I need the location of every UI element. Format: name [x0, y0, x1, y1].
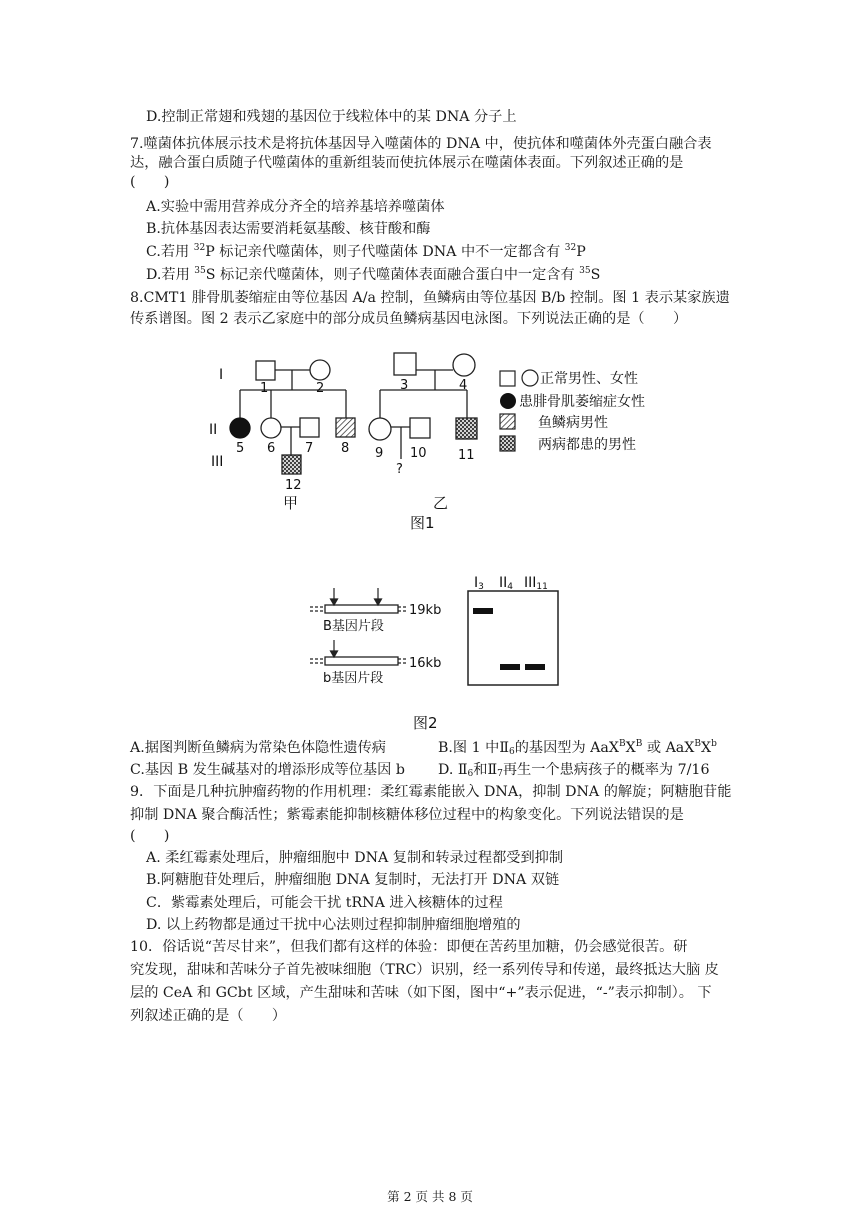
pedigree-individual-II8	[336, 418, 355, 437]
pedigree-individual-I2	[310, 360, 330, 380]
page-footer: 第 2 页 共 8 页	[387, 1189, 473, 1204]
gel-band-I3-19kb	[473, 608, 493, 614]
q7-answer-paren: ( )	[130, 174, 170, 190]
pedigree-individual-II10	[410, 418, 430, 438]
pedigree-unknown-child: ?	[396, 462, 403, 477]
b-fragment-label: B基因片段	[323, 619, 384, 634]
pedigree-number-12: 12	[285, 478, 302, 493]
q9-option-c: C．紫霉素处理后，可能会干扰 tRNA 进入核糖体的过程	[146, 895, 503, 911]
q7-option-c: C.若用 $^{32}$P 标记亲代噬菌体，则子代噬菌体 DNA 中不一定都含有 $^{32}$P	[146, 243, 586, 260]
q6-option-d: D.控制正常翅和残翅的基因位于线粒体中的某 DNA 分子上	[146, 109, 517, 125]
pedigree-number-7: 7	[305, 441, 314, 456]
lane-label-I3: I3	[474, 575, 484, 592]
lowercase-b-fragment-size: 16kb	[409, 656, 442, 671]
generation-I-label: I	[219, 367, 224, 383]
pedigree-individual-I4	[453, 354, 475, 376]
figure-2-electrophoresis	[305, 570, 565, 735]
q9-stem-line1: 9．下面是几种抗肿瘤药物的作用机理：柔红霉素能嵌入 DNA，抑制 DNA 的解旋；阿糖胞苷能	[130, 784, 732, 800]
pedigree-individual-I3	[394, 353, 416, 375]
legend-ichthyosis-label: 鱼鳞病男性	[538, 415, 608, 431]
legend-normal-label: 正常男性、女性	[540, 371, 638, 387]
lane-label-II4: II4	[499, 575, 513, 592]
q10-stem-line2: 究发现，甜味和苦味分子首先被味细胞（TRC）识别，经一系列传导和传递，最终抵达大脑 皮	[130, 962, 719, 978]
q10-stem-line1: 10．俗话说“苦尽甘来”，但我们都有这样的体验：即便在苦药里加糖，仍会感觉很苦。研	[130, 939, 688, 955]
gel-band-II4-16kb	[500, 664, 520, 670]
q10-stem-line4: 列叙述正确的是（ ）	[130, 1008, 287, 1024]
q7-option-a: A.实验中需用营养成分齐全的培养基培养噬菌体	[146, 199, 445, 215]
lane-label-III11: III11	[524, 575, 548, 592]
pedigree-individual-II11	[456, 418, 477, 439]
pedigree-number-2: 2	[316, 381, 325, 396]
pedigree-number-6: 6	[267, 441, 276, 456]
q7-stem-line1: 7.噬菌体抗体展示技术是将抗体基因导入噬菌体的 DNA 中，使抗体和噬菌体外壳蛋白融合表	[130, 136, 712, 152]
pedigree-individual-I1	[256, 361, 275, 380]
q7-option-d: D.若用 $^{35}$S 标记亲代噬菌体，则子代噬菌体表面融合蛋白中一定含有 $^{35}$S	[146, 266, 601, 283]
legend-cmt1-female-symbol	[500, 393, 516, 409]
family-label-yi: 乙	[433, 494, 449, 512]
q7-option-b: B.抗体基因表达需要消耗氨基酸、核苷酸和酶	[146, 221, 431, 237]
gel-box	[468, 591, 558, 685]
q9-option-b: B.阿糖胞苷处理后，肿瘤细胞 DNA 复制时，无法打开 DNA 双链	[146, 872, 560, 888]
pedigree-number-5: 5	[236, 441, 245, 456]
q9-option-d: D. 以上药物都是通过干扰中心法则过程抑制肿瘤细胞增殖的	[146, 917, 521, 933]
pedigree-number-11: 11	[458, 448, 475, 463]
q7-stem-line2: 达，融合蛋白质随子代噬菌体的重新组装而使抗体展示在噬菌体表面。下列叙述正确的是	[130, 155, 684, 171]
legend-normal-male-symbol	[500, 371, 515, 386]
pedigree-individual-III12	[282, 455, 301, 474]
lowercase-b-fragment-label: b基因片段	[323, 671, 384, 686]
pedigree-individual-II6	[261, 418, 281, 438]
figure-1-caption: 图1	[410, 514, 435, 532]
legend-ichthyosis-male-symbol	[500, 414, 515, 429]
legend-both-label: 两病都患的男性	[538, 437, 636, 453]
q8-stem-line1: 8.CMT1 腓骨肌萎缩症由等位基因 A/a 控制，鱼鳞病由等位基因 B/b 控制。图 1 表示某家族遗	[130, 290, 730, 306]
legend-cmt1-label: 患腓骨肌萎缩症女性	[519, 394, 645, 410]
family-label-jia: 甲	[283, 494, 299, 512]
legend-normal-female-symbol	[522, 370, 538, 386]
pedigree-number-10: 10	[410, 446, 427, 461]
pedigree-number-1: 1	[260, 381, 269, 396]
pedigree-number-9: 9	[375, 446, 384, 461]
generation-III-label: III	[211, 454, 224, 470]
gel-band-III11-16kb	[525, 664, 545, 670]
pedigree-number-3: 3	[400, 378, 409, 393]
pedigree-number-4: 4	[459, 378, 468, 393]
generation-II-label: II	[209, 422, 218, 438]
q8-stem-line2: 传系谱图。图 2 表示乙家庭中的部分成员鱼鳞病基因电泳图。下列说法正确的是（ ）	[130, 311, 688, 327]
pedigree-individual-II7	[300, 418, 319, 437]
q9-option-a: A. 柔红霉素处理后，肿瘤细胞中 DNA 复制和转录过程都受到抑制	[146, 850, 564, 866]
pedigree-individual-II9	[369, 418, 391, 440]
pedigree-individual-II5	[230, 418, 250, 438]
pedigree-number-8: 8	[341, 441, 350, 456]
figure-1-pedigree	[205, 345, 685, 540]
q10-stem-line3: 层的 CeA 和 GCbt 区域，产生甜味和苦味（如下图，图中“+”表示促进，“-”表示抑制）。 下	[130, 985, 712, 1001]
q8-option-b: B.图 1 中$Ⅱ_6$的基因型为 $AaX^BX^B$ 或 $AaX^BX^b$	[438, 739, 717, 757]
q9-stem-line2: 抑制 DNA 聚合酶活性；紫霉素能抑制核糖体移位过程中的构象变化。下列说法错误的是	[130, 807, 684, 823]
legend-both-diseases-symbol	[500, 436, 515, 451]
b-fragment-size: 19kb	[409, 603, 442, 618]
q8-option-c: C.基因 B 发生碱基对的增添形成等位基因 b	[130, 762, 405, 778]
q9-answer-paren: ( )	[130, 828, 170, 844]
q8-option-d: D. $Ⅱ_6$和$Ⅱ_7$再生一个患病孩子的概率为 7/16	[438, 762, 710, 779]
figure-2-caption: 图2	[413, 714, 438, 732]
q8-option-a: A.据图判断鱼鳞病为常染色体隐性遗传病	[130, 740, 386, 756]
